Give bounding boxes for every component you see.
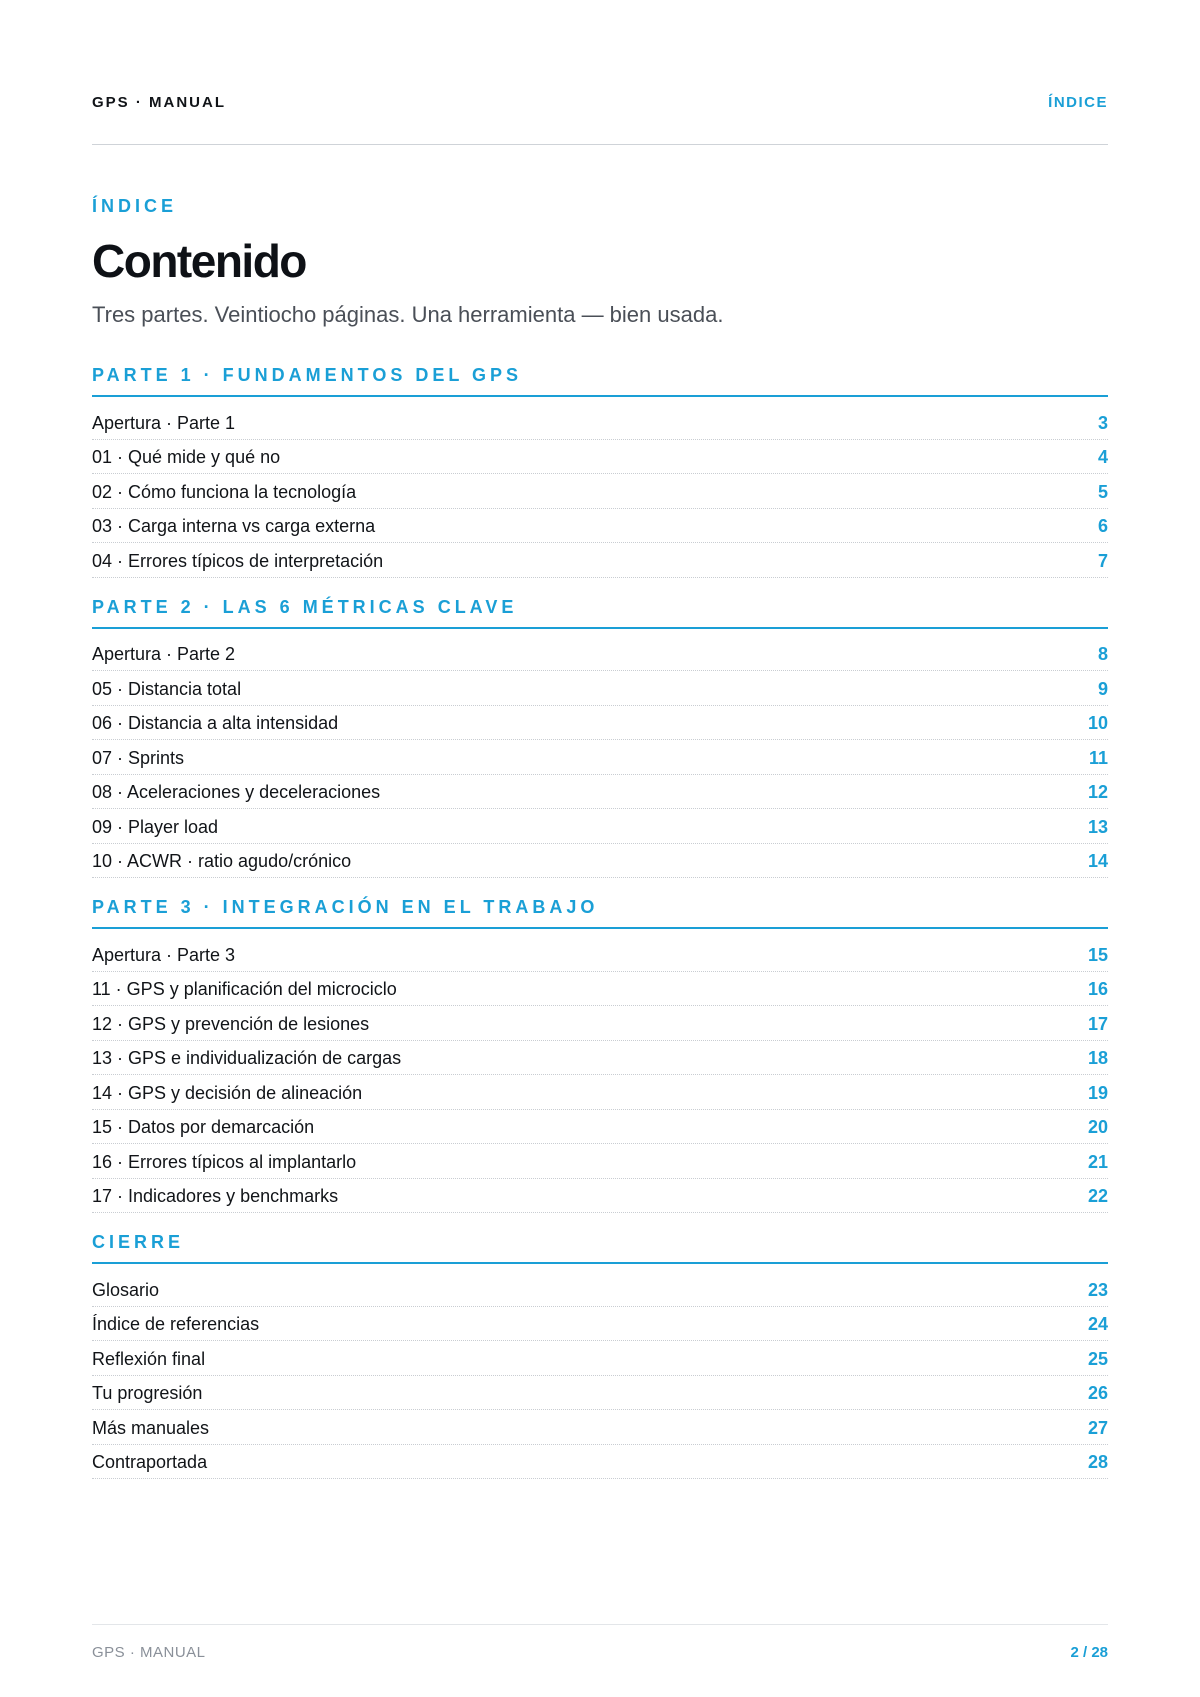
toc-entry[interactable] [92, 1341, 1108, 1376]
toc-entry-page-number: 10 [1087, 713, 1108, 733]
toc-entry[interactable] [92, 1179, 1108, 1214]
toc-entry-page-number: 18 [1087, 1048, 1108, 1068]
toc-entry-page-number: 23 [1087, 1279, 1108, 1300]
toc-entry-page-number: 11 [1088, 747, 1108, 768]
toc-entry-label: 07 · Sprints [92, 747, 185, 768]
toc-entry-page-number: 5 [1097, 481, 1108, 502]
footer-page-counter: 2 / 28 [1070, 1644, 1108, 1661]
toc-entry[interactable] [92, 740, 1108, 775]
toc-entry[interactable] [92, 509, 1108, 544]
toc-entry-label: 10 · ACWR · ratio agudo/crónico [92, 851, 352, 871]
toc-entry[interactable] [92, 1307, 1108, 1342]
toc-entry-label: 17 · Indicadores y benchmarks [92, 1186, 339, 1206]
toc-entry-label: 06 · Distancia a alta intensidad [92, 713, 339, 733]
page-header [92, 94, 1108, 111]
toc-entry-label: 04 · Errores típicos de interpretación [92, 550, 384, 571]
toc-entry[interactable] [92, 1272, 1108, 1307]
toc-entry-label: Tu progresión [92, 1383, 203, 1403]
toc-entry-label: 08 · Aceleraciones y deceleraciones [92, 782, 381, 802]
toc-entry-label: 09 · Player load [92, 816, 219, 837]
toc-entry-page-number: 12 [1087, 782, 1108, 802]
toc-entry[interactable] [92, 937, 1108, 972]
toc-section-heading: PARTE 3 · INTEGRACIÓN EN EL TRABAJO [92, 895, 1108, 929]
toc-section [92, 895, 1108, 1213]
toc-entry-page-number: 21 [1087, 1151, 1108, 1172]
toc-entry-page-number: 28 [1087, 1452, 1108, 1472]
footer-divider [92, 1624, 1108, 1625]
page [92, 0, 1108, 1697]
toc-entry-page-number: 24 [1087, 1314, 1108, 1334]
toc-entry-label: 03 · Carga interna vs carga externa [92, 516, 376, 536]
toc-entry-label: 02 · Cómo funciona la tecnología [92, 481, 357, 502]
toc-entry-page-number: 25 [1087, 1348, 1108, 1369]
toc-entry[interactable] [92, 1075, 1108, 1110]
toc-entry-page-number: 26 [1087, 1383, 1108, 1403]
toc-entry-page-number: 27 [1087, 1417, 1108, 1438]
toc-entry-page-number: 6 [1097, 516, 1108, 536]
toc-entry-label: Contraportada [92, 1452, 208, 1472]
toc-entry[interactable] [92, 775, 1108, 810]
toc-entry-page-number: 16 [1087, 979, 1108, 999]
toc-entry-label: Índice de referencias [92, 1314, 260, 1334]
toc-section [92, 595, 1108, 879]
toc-entry[interactable] [92, 474, 1108, 509]
toc-entry[interactable] [92, 440, 1108, 475]
toc-entry-label: Glosario [92, 1279, 160, 1300]
toc-entry-page-number: 7 [1097, 550, 1108, 571]
toc-entry-page-number: 8 [1097, 644, 1108, 664]
toc-entry-label: 05 · Distancia total [92, 678, 242, 699]
toc-entry-label: Más manuales [92, 1417, 210, 1438]
page-footer [92, 1644, 1108, 1661]
toc-entry-label: 13 · GPS e individualización de cargas [92, 1048, 402, 1068]
toc-entry[interactable] [92, 1376, 1108, 1411]
toc-entry[interactable] [92, 706, 1108, 741]
table-of-contents [92, 363, 1108, 1496]
toc-entry-page-number: 3 [1097, 412, 1108, 433]
toc-entry-page-number: 19 [1087, 1082, 1108, 1103]
toc-entry[interactable] [92, 1144, 1108, 1179]
toc-entry[interactable] [92, 543, 1108, 578]
toc-entry-label: Reflexión final [92, 1348, 206, 1369]
toc-entry[interactable] [92, 972, 1108, 1007]
page-subtitle: Tres partes. Veintiocho páginas. Una herramienta — bien usada. [92, 302, 724, 327]
toc-section-heading: CIERRE [92, 1230, 1108, 1264]
toc-entry-label: 12 · GPS y prevención de lesiones [92, 1013, 370, 1034]
toc-entry[interactable] [92, 1006, 1108, 1041]
toc-entry-page-number: 13 [1087, 816, 1108, 837]
toc-section-heading: PARTE 1 · FUNDAMENTOS DEL GPS [92, 363, 1108, 397]
toc-entry[interactable] [92, 844, 1108, 879]
toc-entry-page-number: 17 [1087, 1013, 1108, 1034]
toc-entry[interactable] [92, 1041, 1108, 1076]
toc-entry-page-number: 22 [1087, 1186, 1108, 1206]
toc-entry-label: 11 · GPS y planificación del microciclo [92, 979, 397, 999]
toc-entry[interactable] [92, 405, 1108, 440]
toc-entry[interactable] [92, 671, 1108, 706]
header-divider [92, 144, 1108, 145]
toc-entry-page-number: 14 [1087, 851, 1108, 871]
toc-section [92, 1230, 1108, 1479]
toc-entry-label: 14 · GPS y decisión de alineación [92, 1082, 363, 1103]
page-title: Contenido [92, 235, 306, 287]
toc-entry-label: 01 · Qué mide y qué no [92, 447, 281, 467]
toc-entry-label: Apertura · Parte 3 [92, 944, 236, 965]
toc-entry-label: 16 · Errores típicos al implantarlo [92, 1151, 357, 1172]
toc-entry-page-number: 4 [1097, 447, 1108, 467]
toc-entry-label: 15 · Datos por demarcación [92, 1117, 315, 1137]
toc-entry-label: Apertura · Parte 2 [92, 644, 236, 664]
header-section-tag: ÍNDICE [1048, 94, 1108, 111]
toc-entry[interactable] [92, 1110, 1108, 1145]
toc-entry[interactable] [92, 1445, 1108, 1480]
toc-entry[interactable] [92, 637, 1108, 672]
toc-section [92, 363, 1108, 578]
toc-entry-page-number: 15 [1087, 944, 1108, 965]
toc-entry-page-number: 9 [1097, 678, 1108, 699]
header-brand: GPS · MANUAL [92, 94, 226, 111]
toc-entry[interactable] [92, 809, 1108, 844]
footer-brand: GPS · MANUAL [92, 1644, 206, 1661]
toc-section-heading: PARTE 2 · LAS 6 MÉTRICAS CLAVE [92, 595, 1108, 629]
eyebrow-label: ÍNDICE [92, 196, 178, 216]
toc-entry-page-number: 20 [1087, 1117, 1108, 1137]
toc-entry-label: Apertura · Parte 1 [92, 412, 236, 433]
toc-entry[interactable] [92, 1410, 1108, 1445]
